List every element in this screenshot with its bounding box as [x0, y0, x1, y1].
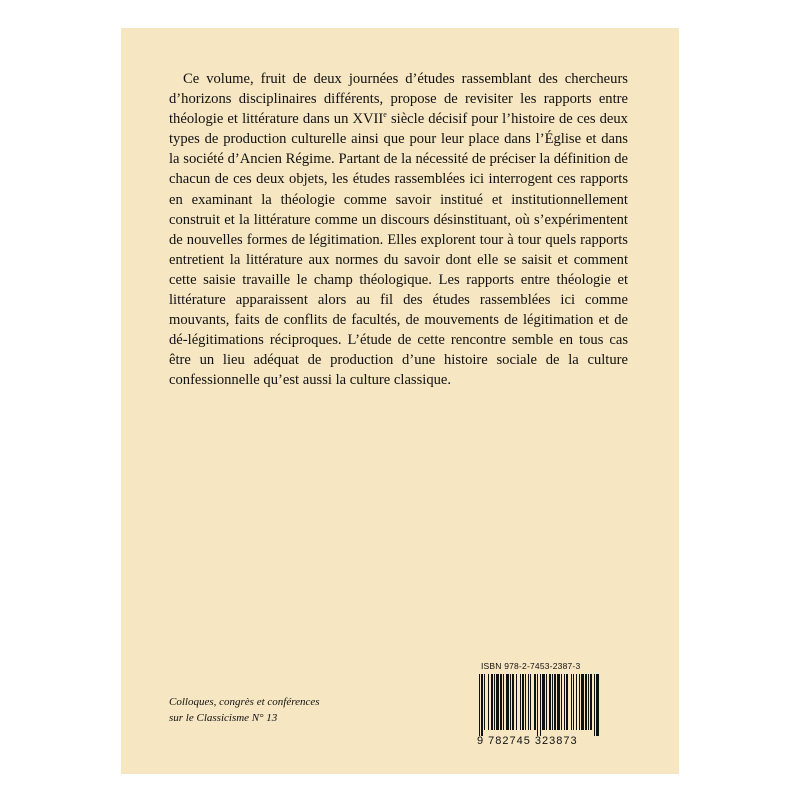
barcode-bar — [596, 674, 599, 736]
barcode-bar — [500, 674, 502, 730]
barcode-bar — [481, 674, 483, 736]
barcode-bar — [542, 674, 545, 730]
barcode-bar — [546, 674, 547, 730]
barcode-bar — [503, 674, 504, 730]
barcode-bar — [506, 674, 509, 730]
barcode-bar — [585, 674, 587, 730]
barcode-bar — [496, 674, 499, 730]
barcode-bar — [530, 674, 531, 730]
barcode-bar — [573, 674, 574, 730]
blurb-text-part-1: Ce volume, fruit de deux journées d’études rassemblant des chercheurs d’horizons disciplinaires différents, propose de revisiter les rapports entre théologie et littérature dans un XVII — [169, 71, 628, 128]
back-cover — [121, 28, 679, 774]
barcode-bar — [554, 674, 556, 730]
series-line-1: Colloques, congrès et conférences — [169, 696, 320, 708]
barcode-bar — [534, 674, 536, 730]
barcode-bar — [549, 674, 551, 730]
blurb-text — [169, 69, 628, 391]
barcode-bar — [540, 674, 541, 736]
barcode-bar — [581, 674, 584, 730]
barcode-bar — [594, 674, 595, 736]
blurb-text-part-2: siècle décisif pour l’histoire de ces deux types de production culturelle ainsi que pour leur place dans l’Église et dans la société d’Ancien Régime. Partant de la nécessité de préciser la définition de chacun de ces deux objets, les études rassemblées ici interrogent ces rapports en examinant la théologie comme savoir institué et institutionnellement construit et la littérature comme un discours désinstituant, où s’expérimentent de nouvelles formes de légitimation. Elles explorent tour à tour quels rapports entretient la littérature aux normes du savoir dont elle se saisit et comment cette saisie travaille le champ théologique. Les rapports entre théologie et littérature apparaissent alors au fil des études rassemblées ici comme mouvants, faits de conflits de facultés, de mouvements de légitimation et de dé-légitimations réciproques. L’étude de cette rencontre semble en tous cas être un lieu adéquat de production d’une histoire sociale de la culture confessionnelle qu’est aussi la culture classique. — [169, 111, 628, 389]
barcode-bar — [557, 674, 560, 730]
barcode-bar — [488, 674, 489, 730]
barcode-bar — [510, 674, 511, 730]
barcode-bar — [571, 674, 572, 730]
series-line-2: sur le Classicisme N° 13 — [169, 712, 278, 724]
isbn-label: ISBN 978-2-7453-2387-3 — [481, 661, 581, 671]
barcode-bars — [477, 674, 639, 736]
barcode-bar — [520, 674, 521, 730]
barcode-bar — [516, 674, 517, 730]
barcode-bar — [484, 674, 485, 730]
barcode-bar — [494, 674, 495, 730]
barcode-bar — [566, 674, 568, 730]
barcode-bar — [479, 674, 480, 736]
barcode-bar — [561, 674, 562, 730]
barcode-bar — [512, 674, 514, 730]
barcode-bar — [528, 674, 529, 730]
series-title — [169, 694, 320, 726]
century-superscript: e — [383, 110, 387, 120]
barcode-bar — [576, 674, 577, 730]
barcode-bar — [522, 674, 524, 730]
barcode-bar — [525, 674, 526, 730]
barcode-bar — [537, 674, 538, 736]
barcode-bar — [588, 674, 589, 730]
isbn-barcode — [477, 661, 643, 749]
barcode-bar — [552, 674, 553, 730]
barcode-digits: 9 782745 323873 — [477, 735, 578, 747]
barcode-bar — [590, 674, 592, 730]
barcode-bar — [564, 674, 565, 730]
barcode-bar — [491, 674, 493, 730]
barcode-bar — [579, 674, 580, 730]
